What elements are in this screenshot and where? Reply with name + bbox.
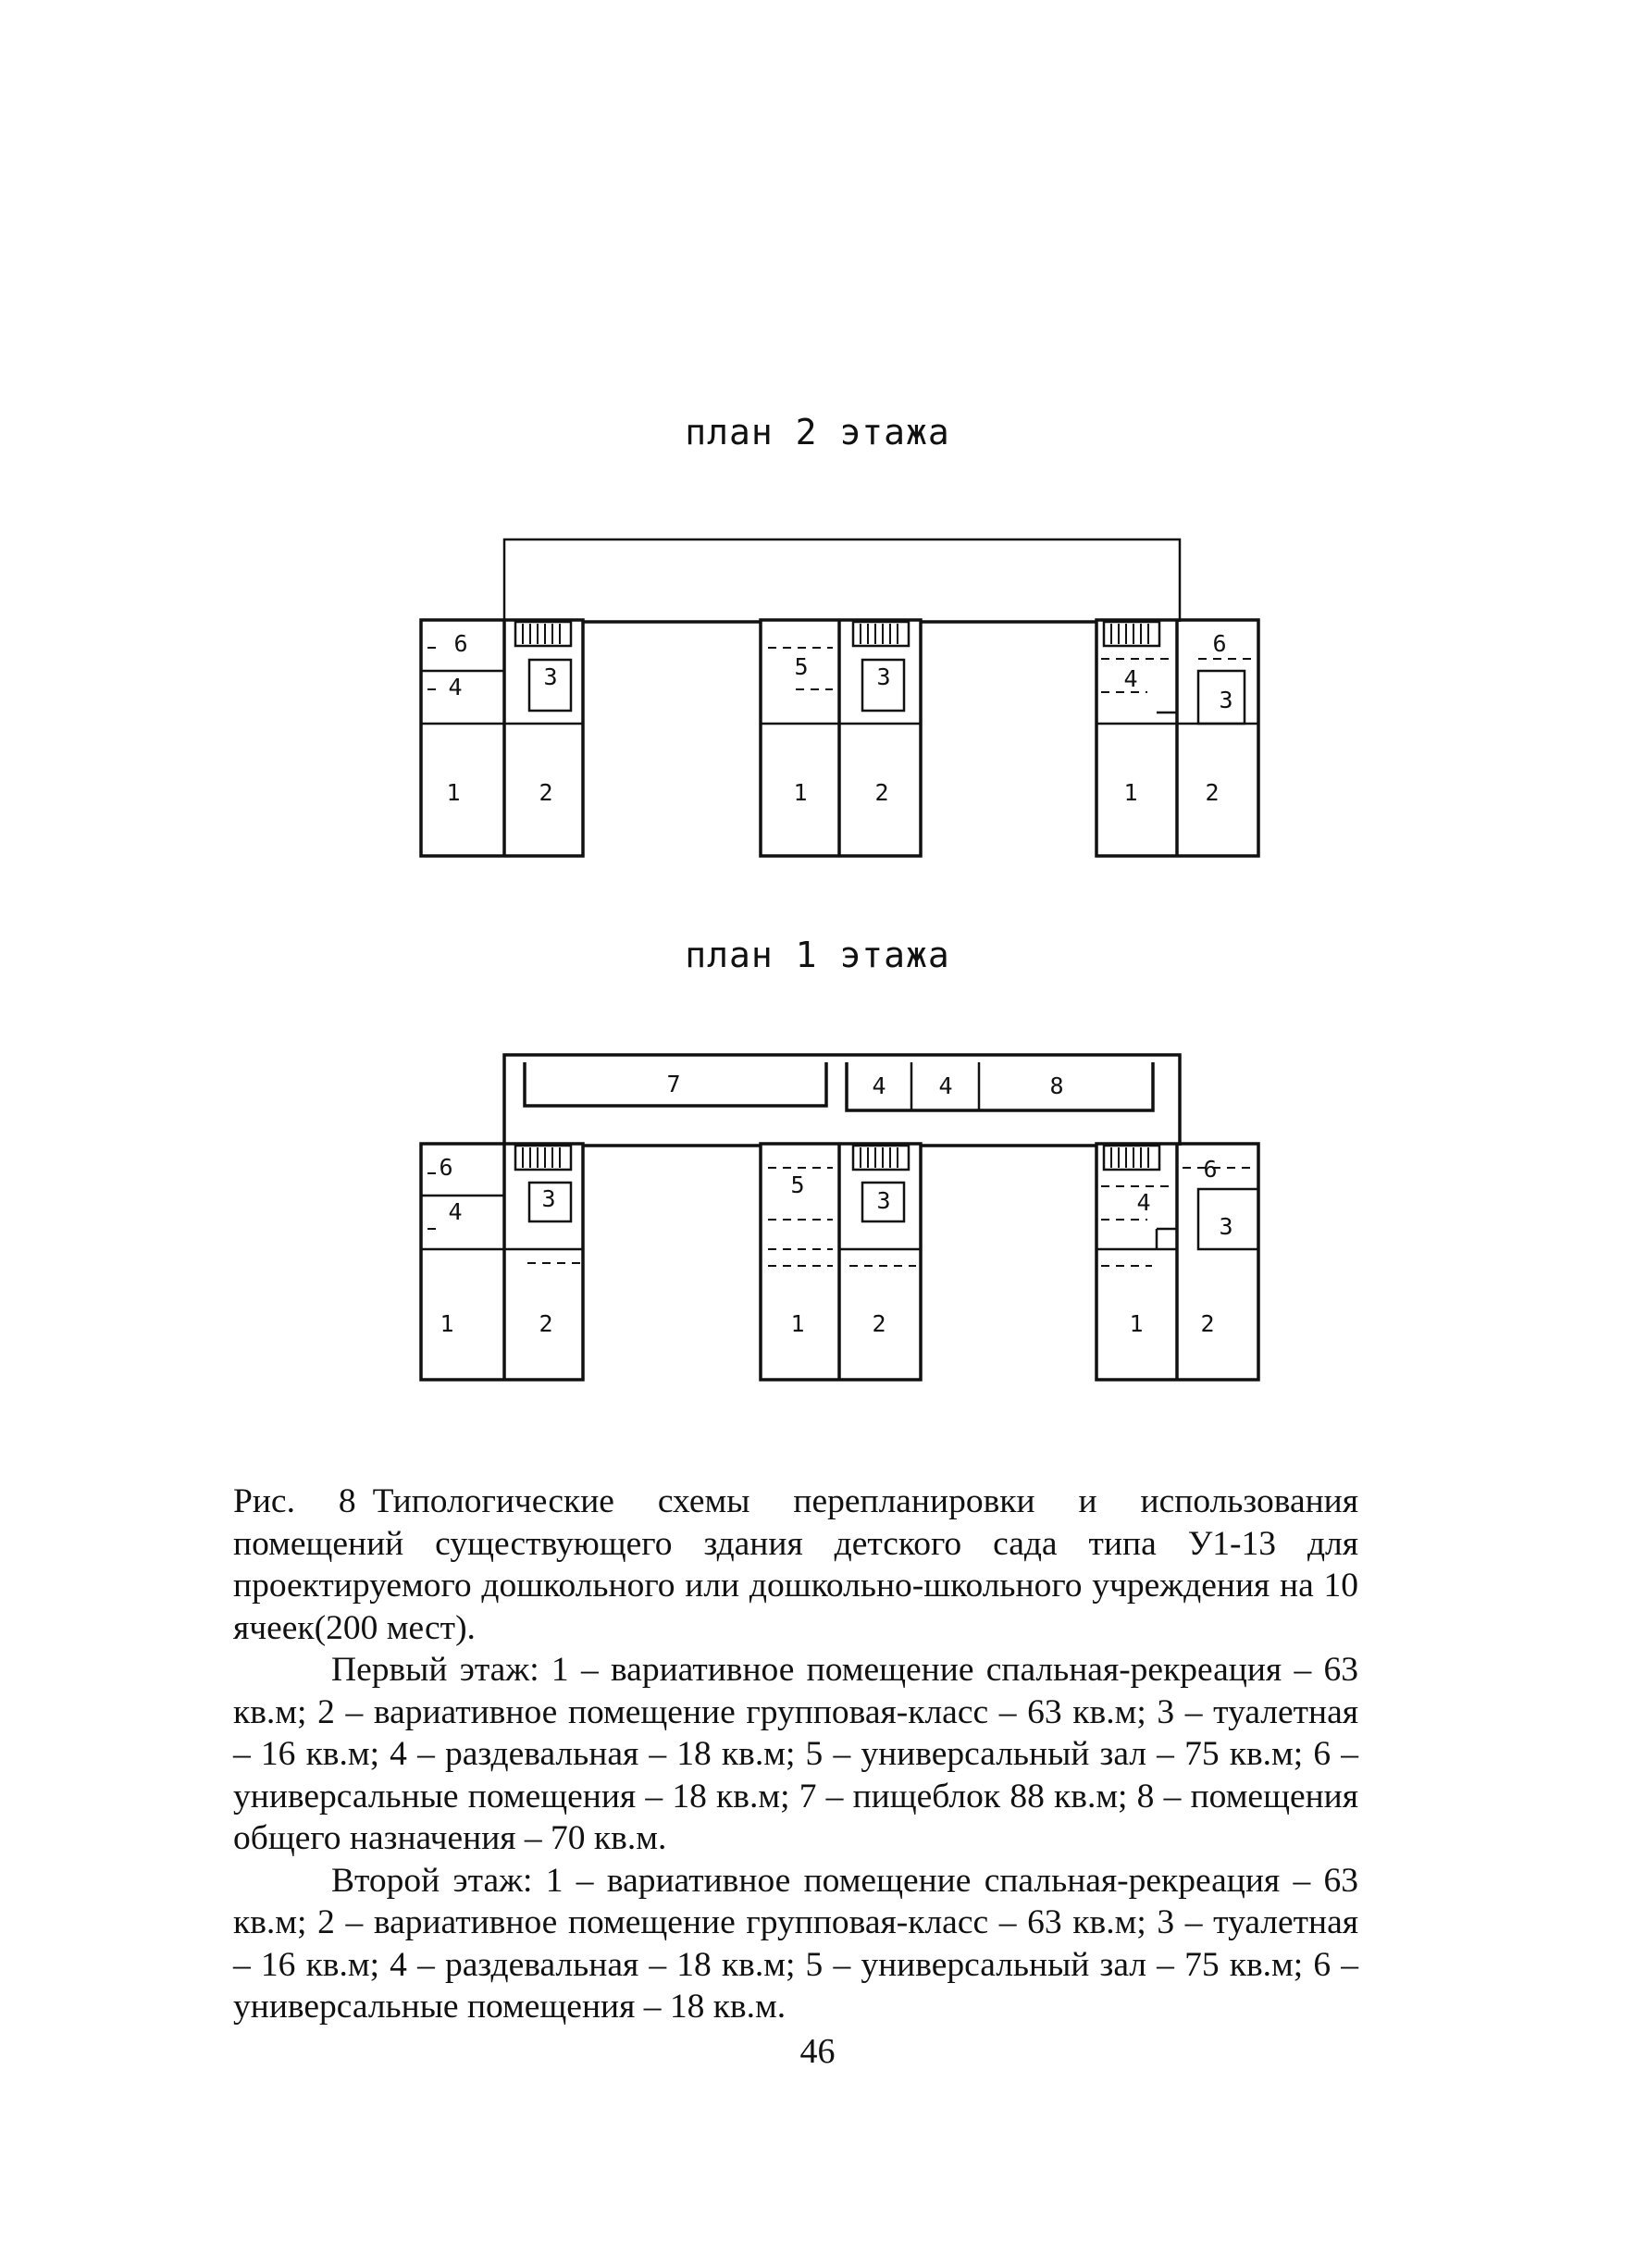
figure-title-text: Типологические схемы перепланировки и использования помещений существующего здания детского сада типа У1-13 для проектируемого дошкольного или дошкольно-школьного учреждения на 10 ячеек(200 мест).: [233, 1482, 1358, 1647]
room-label-4: 4: [1136, 1189, 1151, 1216]
room-label-6: 6: [1203, 1156, 1218, 1183]
room-label-7: 7: [666, 1071, 681, 1097]
room-label-5: 5: [794, 653, 809, 680]
second-floor-legend: Второй этаж: 1 – вариативное помещение спальная-рекреация – 63 кв.м; 2 – вариативное помещение групповая-класс – 63 кв.м; 3 – туалетная – 16 кв.м; 4 – раздевальная – 18 кв.м; 5 – универсальный зал – 75 кв.м; 6 – универсальные помещения – 18 кв.м.: [233, 1861, 1358, 2026]
stair-icon: [853, 1146, 909, 1170]
floor-1-corridor: [504, 1055, 1180, 1146]
room-label-2: 2: [1200, 1310, 1215, 1337]
room-label-3: 3: [876, 663, 891, 690]
page-number: 46: [799, 2032, 836, 2071]
room-label-4: 4: [448, 674, 463, 700]
room-label-4: 4: [1123, 665, 1138, 692]
room-label-1: 1: [790, 1310, 805, 1337]
room-label-3: 3: [1219, 687, 1233, 713]
room-label-2: 2: [539, 1310, 553, 1337]
room-label-2: 2: [872, 1310, 886, 1337]
room-label-4: 4: [448, 1198, 463, 1225]
room-label-6: 6: [453, 630, 468, 657]
room-label-1: 1: [1129, 1310, 1144, 1337]
floor-2-plan-title: план 2 этажа: [685, 412, 950, 452]
room-label-8: 8: [1049, 1072, 1064, 1099]
room-label-5: 5: [790, 1171, 805, 1198]
figure-title: [233, 1481, 1358, 1649]
room-label-2: 2: [874, 779, 889, 806]
figure-caption: [233, 1481, 1358, 2028]
room-label-3: 3: [543, 663, 558, 690]
room-label-1: 1: [793, 779, 808, 806]
floor-1-plan-title: план 1 этажа: [685, 935, 950, 975]
room-label-3: 3: [1219, 1213, 1233, 1240]
room-label-1: 1: [446, 779, 461, 806]
room-label-4: 4: [938, 1072, 953, 1099]
room-label-3: 3: [541, 1185, 556, 1212]
stair-icon: [515, 1146, 571, 1170]
room-label-3: 3: [876, 1187, 891, 1214]
room-label-4: 4: [872, 1072, 886, 1099]
floor-1-block-right: [1096, 1144, 1258, 1380]
figure-label: Рис. 8: [233, 1482, 356, 1520]
room-label-6: 6: [1212, 630, 1227, 657]
stair-icon: [1104, 1146, 1159, 1170]
room-label-2: 2: [539, 779, 553, 806]
room-label-6: 6: [439, 1154, 453, 1181]
room-label-1: 1: [440, 1310, 454, 1337]
room-label-2: 2: [1205, 779, 1220, 806]
floor-1-block-center: [761, 1144, 921, 1380]
room-label-1: 1: [1123, 779, 1138, 806]
floor-1-block-left: [421, 1144, 583, 1380]
first-floor-legend: Первый этаж: 1 – вариативное помещение спальная-рекреация – 63 кв.м; 2 – вариативное помещение групповая-класс – 63 кв.м; 3 – туалетная – 16 кв.м; 4 – раздевальная – 18 кв.м; 5 – универсальный зал – 75 кв.м; 6 – универсальные помещения – 18 кв.м; 7 – пищеблок 88 кв.м; 8 – помещения общего назначения – 70 кв.м.: [233, 1651, 1358, 1857]
